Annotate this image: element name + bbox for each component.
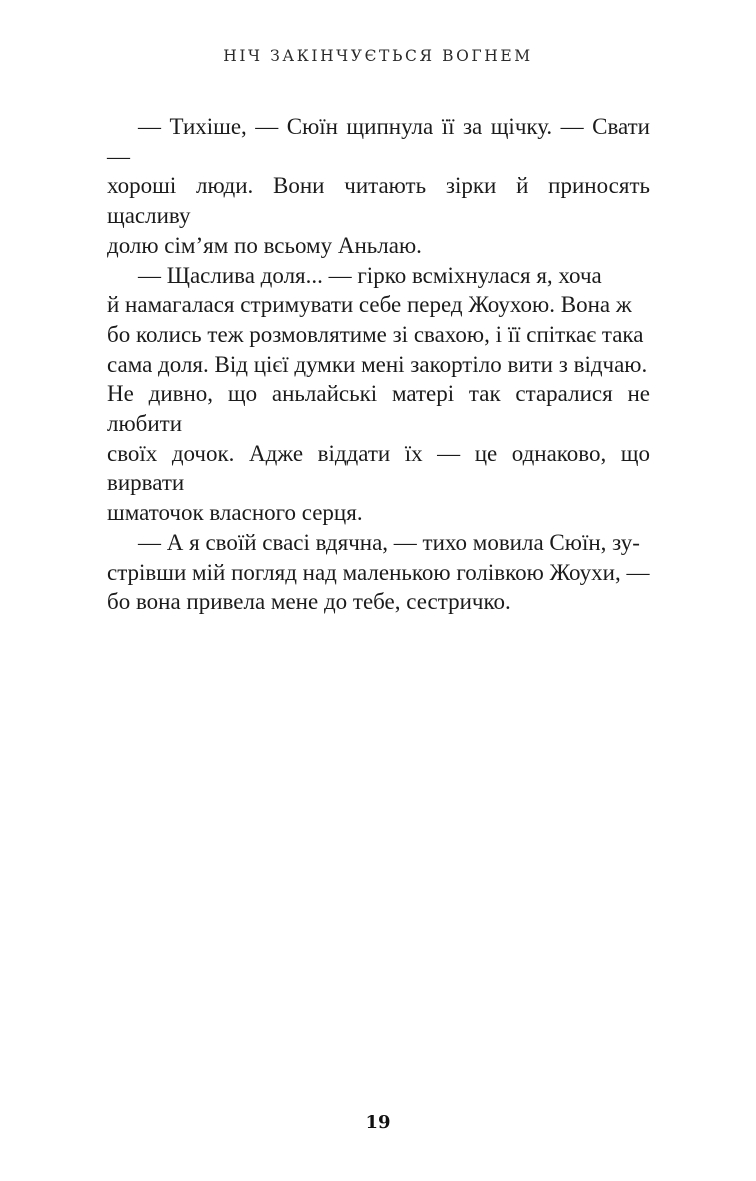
paragraph: — А я своїй свасі вдячна, — тихо мовила Сюїн, зу- стрівши мій погляд над маленькою голівкою Жоухи, — бо вона привела мене до тебе, сестричко. — [107, 529, 650, 615]
paragraph: — Щаслива доля... — гірко всміхнулася я, хоча й намагалася стримувати себе перед Жоухою. Вона ж бо колись теж розмовлятиме зі свахою, і її спіткає така сама доля. Від цієї думки мені закортіло вити з відчаю. Не дивно, що аньлайські матері так старалися не любити своїх дочок. Адже віддати їх — це однаково, що вирвати шматочок власного серця. — [107, 262, 650, 526]
paragraph: — Тихіше, — Сюїн щипнула її за щічку. — Свати — хороші люди. Вони читають зірки й приносять щасливу долю сім’ям по всьому Аньлаю. — [107, 114, 650, 258]
body-text — [107, 112, 650, 617]
running-head: НІЧ ЗАКІНЧУЄТЬСЯ ВОГНЕМ — [223, 47, 533, 65]
page-number: 19 — [365, 1112, 391, 1133]
